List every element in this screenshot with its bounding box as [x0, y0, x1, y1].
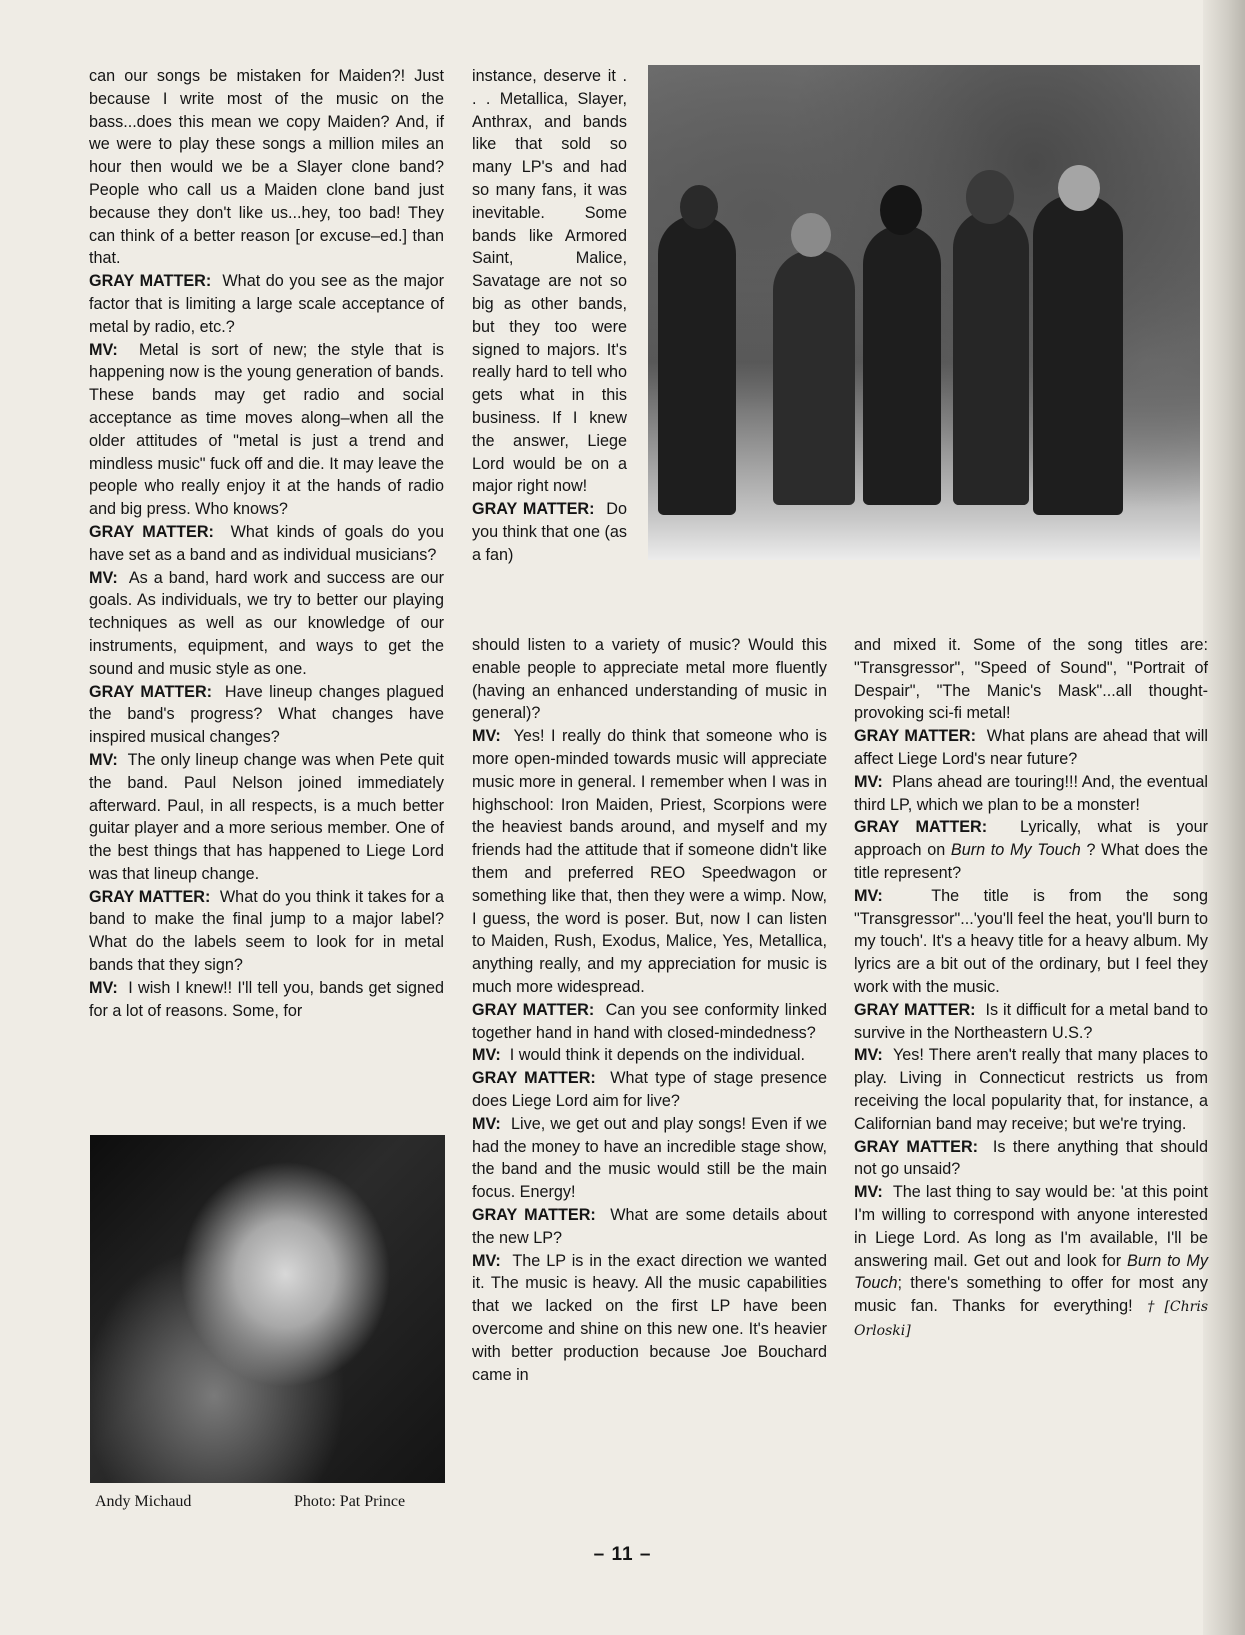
- interview-answer: [854, 1181, 1208, 1343]
- paragraph-text: should listen to a variety of music? Would this enable people to appreciate metal more fluently (having an enhanced understanding of music in general)?: [472, 636, 827, 723]
- interview-question: [89, 521, 444, 567]
- speaker-label: GRAY MATTER:: [89, 682, 213, 701]
- text-column-2-bottom: [472, 634, 827, 1386]
- interview-answer: [89, 339, 444, 521]
- speaker-label: GRAY MATTER:: [89, 522, 214, 541]
- speaker-label: MV:: [472, 1251, 501, 1270]
- speaker-label: MV:: [472, 1046, 501, 1065]
- text-column-1: [89, 65, 444, 1022]
- interview-answer: [472, 65, 627, 498]
- interview-answer: [854, 1044, 1208, 1135]
- paragraph-text: The LP is in the exact direction we wanted it. The music is heavy. All the music capabilities that we lacked on the first LP have been overcome and shine on this new one. It's heavier with better production because Joe Bouchard came in: [472, 1251, 827, 1384]
- band-member-figure: [658, 215, 736, 515]
- speaker-label: MV:: [89, 568, 118, 587]
- paragraph-text: Lyrically, what is your approach on: [854, 818, 1208, 860]
- interview-answer: [854, 771, 1208, 817]
- interview-answer: [854, 885, 1208, 999]
- speaker-label: GRAY MATTER:: [472, 1000, 595, 1019]
- band-member-head: [680, 185, 718, 229]
- interview-question: [472, 498, 627, 566]
- interview-question: [472, 999, 827, 1045]
- paragraph-text: I wish I knew!! I'll tell you, bands get signed for a lot of reasons. Some, for: [89, 978, 444, 1020]
- speaker-label: GRAY MATTER:: [89, 272, 212, 291]
- paragraph-text: As a band, hard work and success are our goals. As individuals, we try to better our playing techniques as well as our knowledge of our instruments, equipment, and ways to get the sound and music style as one.: [89, 568, 444, 678]
- speaker-label: MV:: [89, 978, 118, 997]
- paragraph-text: instance, deserve it . . . Metallica, Slayer, Anthrax, and bands like that sold so many LP's and had so many fans, it was inevitable. Some bands like Armored Saint, Malice, Savatage are not so big as other bands, but they too were signed to majors. It's really hard to tell who gets what in this business. If I knew the answer, Liege Lord would be on a major right now!: [472, 67, 627, 496]
- interview-answer: [472, 634, 827, 725]
- text-column-3: [854, 634, 1208, 1343]
- photo-caption-name: Andy Michaud: [95, 1493, 192, 1510]
- interview-question: [854, 999, 1208, 1045]
- paragraph-text: and mixed it. Some of the song titles are: "Transgressor", "Speed of Sound", "Portrait of Despair", "The Manic's Mask"...all thought-provoking sci-fi metal!: [854, 636, 1208, 723]
- paragraph-text: ? What does the title represent?: [854, 841, 1208, 882]
- paragraph-text: What kinds of goals do you have set as a band and as individual musicians?: [89, 522, 444, 564]
- paragraph-text: Live, we get out and play songs! Even if we had the money to have an incredible stage show, the band and the music would still be the main focus. Energy!: [472, 1114, 827, 1202]
- speaker-label: MV:: [89, 340, 118, 359]
- paragraph-text: I would think it depends on the individual.: [509, 1046, 805, 1065]
- paragraph-text: Have lineup changes plagued the band's progress? What changes have inspired musical changes?: [89, 682, 444, 747]
- paragraph-text: Plans ahead are touring!!! And, the eventual third LP, which we plan to be a monster!: [854, 772, 1209, 814]
- interview-answer: [472, 1250, 827, 1387]
- band-member-head: [966, 170, 1014, 224]
- interview-answer: [89, 749, 444, 886]
- band-member-figure: [863, 225, 941, 505]
- paragraph-text: Is it difficult for a metal band to survive in the Northeastern U.S.?: [854, 1000, 1208, 1042]
- band-photo: [648, 65, 1200, 560]
- interview-question: [472, 1067, 827, 1113]
- interview-question: [854, 725, 1208, 771]
- paragraph-text: The only lineup change was when Pete quit the band. Paul Nelson joined immediately afterward. Paul, in all respects, is a much better guitar player and a more serious member. One of the best things that has happened to Liege Lord was that lineup change.: [89, 750, 445, 883]
- speaker-label: MV:: [854, 886, 883, 905]
- paragraph-text: Can you see conformity linked together hand in hand with closed-mindedness?: [472, 1000, 827, 1042]
- interview-answer: [89, 977, 444, 1023]
- paragraph-text: Yes! I really do think that someone who is more open-minded towards music will appreciate music more in general. I remember when I was in highschool: Iron Maiden, Priest, Scorpions were the heaviest bands around, and myself and my friends had the attitude that if someone didn't like them and preferred REO Speedwagon or something like that, then they were a wimp. Now, I guess, the word is poser. But, now I can listen to Maiden, Rush, Exodus, Malice, Yes, Metallica, anything really, and my appreciation for music is much more widespread.: [472, 727, 827, 996]
- paragraph-text: Do you think that one (as a fan): [472, 500, 627, 564]
- paragraph-text: Yes! There aren't really that many places to play. Living in Connecticut restricts us from receiving the local popularity that, for instance, a Californian band may receive; but we're trying.: [854, 1046, 1208, 1133]
- interview-question: [89, 270, 444, 338]
- interview-answer: [472, 725, 827, 999]
- album-title: Burn to My Touch: [854, 1251, 1208, 1293]
- band-member-head: [880, 185, 922, 235]
- paragraph-text: What type of stage presence does Liege Lord aim for live?: [472, 1069, 827, 1110]
- speaker-label: GRAY MATTER:: [854, 1137, 979, 1156]
- paragraph-text: What are some details about the new LP?: [472, 1205, 827, 1247]
- paragraph-text: Is there anything that should not go unsaid?: [854, 1137, 1208, 1179]
- interview-question: [472, 1204, 827, 1250]
- speaker-label: GRAY MATTER:: [854, 727, 976, 746]
- album-title: Burn to My Touch: [950, 841, 1081, 860]
- interview-question: [854, 1136, 1208, 1182]
- paragraph-text: What do you see as the major factor that is limiting a large scale acceptance of metal by radio, etc.?: [89, 272, 445, 336]
- band-member-head: [791, 213, 831, 257]
- interview-answer: [89, 567, 444, 681]
- interview-answer: [89, 65, 444, 270]
- paragraph-text: ; there's something to offer for most any music fan. Thanks for everything!: [854, 1274, 1208, 1316]
- paragraph-text: The last thing to say would be: 'at this point I'm willing to correspond with anyone interested in Liege Lord. As long as I'm available, I'll be answering mail. Get out and look for: [854, 1183, 1208, 1270]
- interview-question: [854, 816, 1208, 884]
- band-member-figure: [1033, 195, 1123, 515]
- speaker-label: GRAY MATTER:: [472, 1069, 596, 1088]
- interview-question: [89, 681, 444, 749]
- author-signature: †[Chris Orloski]: [854, 1299, 1209, 1339]
- speaker-label: MV:: [472, 727, 501, 746]
- speaker-label: MV:: [89, 750, 118, 769]
- speaker-label: GRAY MATTER:: [89, 887, 211, 906]
- interview-answer: [472, 1044, 827, 1067]
- text-column-2-top: [472, 65, 627, 567]
- interview-answer: [472, 1113, 827, 1204]
- band-member-figure: [953, 210, 1029, 505]
- speaker-label: MV:: [854, 772, 883, 791]
- speaker-label: MV:: [472, 1114, 501, 1133]
- page-edge-shadow: [1203, 0, 1245, 1635]
- band-member-head: [1058, 165, 1100, 211]
- speaker-label: GRAY MATTER:: [854, 1000, 976, 1019]
- page-number: – 11 –: [593, 1544, 652, 1565]
- paragraph-text: can our songs be mistaken for Maiden?! Just because I write most of the music on the bass...does this mean we copy Maiden? And, if we were to play these songs a million miles an hour then would we be a Slayer clone band? People who call us a Maiden clone band just because they don't like us...hey, too bad! They can think of a better reason [or excuse–ed.] than that.: [89, 67, 444, 268]
- paragraph-text: Metal is sort of new; the style that is happening now is the young generation of bands. These bands may get radio and social acceptance as time moves along–when all the older attitudes of "metal is just a trend and mindless music" fuck off and die. It may leave the people who really enjoy it at the hands of radio and big press. Who knows?: [89, 340, 444, 519]
- speaker-label: GRAY MATTER:: [472, 1205, 596, 1224]
- photo-credit: Photo: Pat Prince: [294, 1493, 406, 1510]
- paragraph-text: The title is from the song "Transgressor"...'you'll feel the heat, you'll burn to my touch'. It's a heavy title for a heavy album. My lyrics are a bit out of the ordinary, but I feel they work with the music.: [854, 886, 1208, 996]
- speaker-label: MV:: [854, 1183, 883, 1202]
- speaker-label: MV:: [854, 1046, 883, 1065]
- paragraph-text: What plans are ahead that will affect Liege Lord's near future?: [854, 727, 1208, 768]
- interview-question: [89, 886, 444, 977]
- speaker-label: GRAY MATTER:: [854, 818, 988, 837]
- singer-photo: [90, 1135, 445, 1483]
- paragraph-text: What do you think it takes for a band to make the final jump to a major label? What do the labels seem to look for in metal bands that they sign?: [89, 887, 444, 975]
- interview-answer: [854, 634, 1208, 725]
- band-member-figure: [773, 250, 855, 505]
- speaker-label: GRAY MATTER:: [472, 500, 595, 519]
